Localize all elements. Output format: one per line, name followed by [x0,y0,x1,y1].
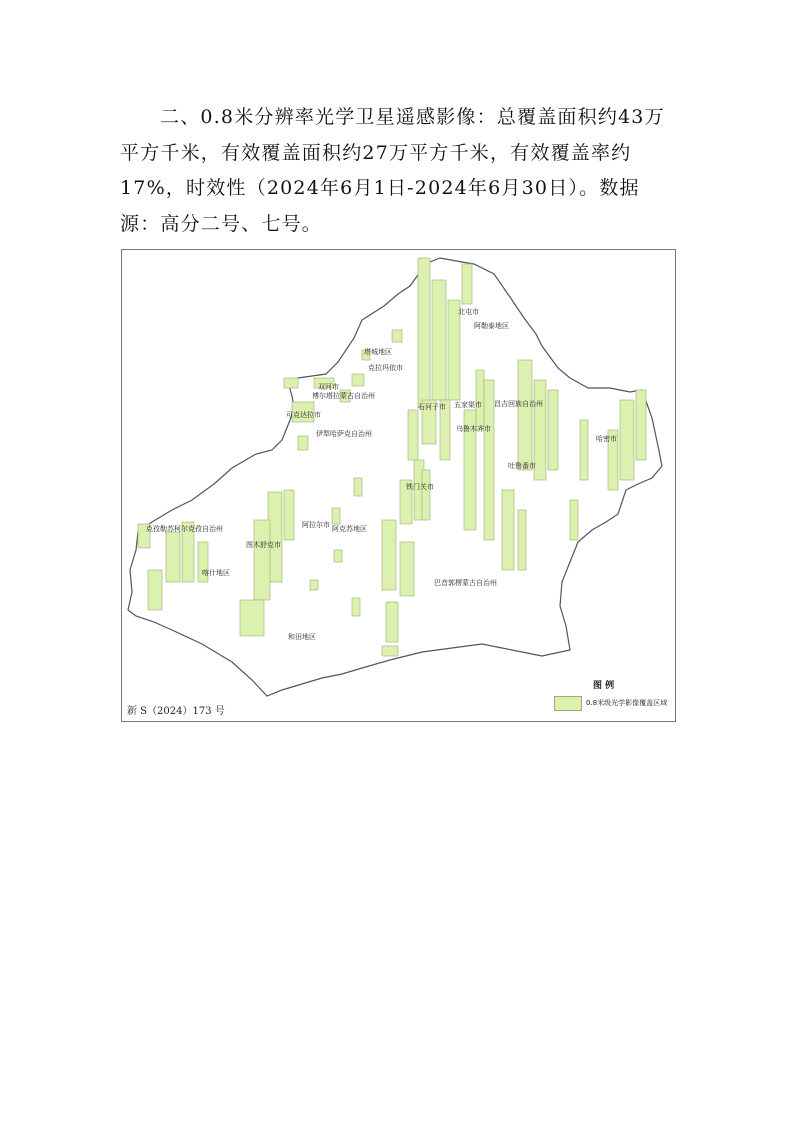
map-label: 阿克苏地区 [332,525,367,533]
map-label: 石河子市 [418,403,446,411]
coverage-map [121,249,676,722]
map-label: 克孜勒苏柯尔克孜自治州 [146,525,223,533]
description-paragraph: 二、0.8米分辨率光学卫星遥感影像：总覆盖面积约43万平方千米，有效覆盖面积约27万平方千米，有效覆盖率约17%，时效性（2024年6月1日-2024年6月30日）。数据源：高分二号、七号。 [120,106,665,235]
map-label: 乌鲁木齐市 [456,425,491,433]
legend-item-label: 0.8米级光学影像覆盖区域 [586,699,668,707]
map-label: 巴音郭楞蒙古自治州 [434,579,497,587]
map-label: 伊犁哈萨克自治州 [316,430,372,438]
map-label: 吐鲁番市 [508,462,536,470]
map-label: 塔城地区 [364,348,392,356]
map-label: 克拉玛依市 [368,364,403,372]
map-label: 哈密市 [596,435,617,443]
map-canvas [122,250,675,721]
map-label: 阿拉尔市 [302,521,330,529]
map-label: 阿勒泰地区 [474,322,509,330]
legend-swatch [554,696,582,711]
map-label: 博尔塔拉蒙古自治州 [312,392,375,400]
map-label: 昌吉回族自治州 [494,400,543,408]
legend-title: 图 例 [593,681,615,691]
map-label: 可克达拉市 [286,411,321,419]
map-approval-code: 新 S（2024）173 号 [127,706,225,717]
map-label: 图木舒克市 [246,541,281,549]
map-label: 五家渠市 [454,401,482,409]
map-label: 铁门关市 [406,483,434,491]
map-label: 喀什地区 [202,569,230,577]
map-label: 双河市 [318,383,339,391]
map-label: 北屯市 [458,308,479,316]
map-label: 和田地区 [288,633,316,641]
